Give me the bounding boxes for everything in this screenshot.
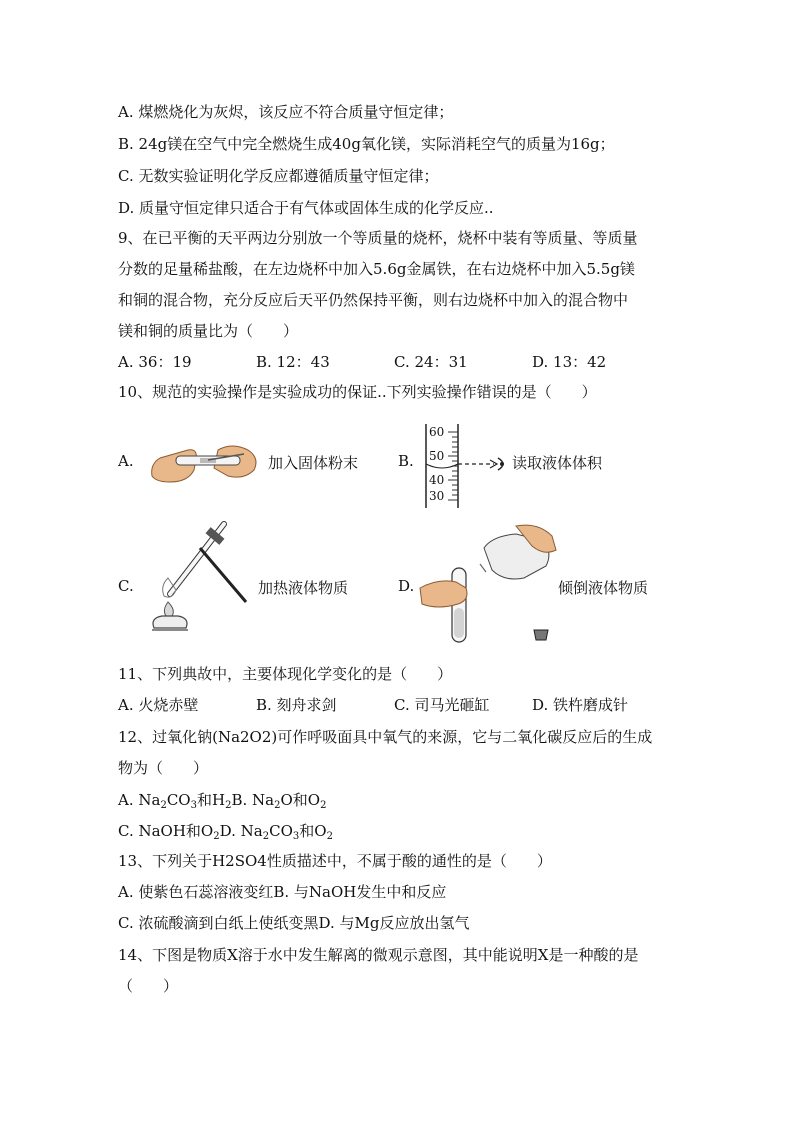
q9-stem-line2: 分数的足量稀盐酸，在左边烧杯中加入5.6g金属铁，在右边烧杯中加入5.5g镁 <box>118 260 635 278</box>
q11-option-b: B. 刻舟求剑 <box>256 696 337 714</box>
q13-options-ab: A. 使紫色石蕊溶液变红B. 与NaOH发生中和反应 <box>118 883 447 901</box>
q11-stem: 11、下列典故中，主要体现化学变化的是（ ） <box>118 665 453 683</box>
scale-label-60: 60 <box>429 425 445 439</box>
q9-option-c: C. 24：31 <box>394 353 468 371</box>
q9-stem-line4: 镁和铜的质量比为（ ） <box>118 322 299 340</box>
q9-stem-line3: 和铜的混合物，充分反应后天平仍然保持平衡，则右边烧杯中加入的混合物中 <box>118 291 629 309</box>
q13-stem: 13、下列关于H2SO4性质描述中，不属于酸的通性的是（ ） <box>118 852 552 870</box>
q10-option-b-caption: 读取液体体积 <box>512 454 603 472</box>
q11-option-a: A. 火烧赤壁 <box>118 696 199 714</box>
q8-option-b: B. 24g镁在空气中完全燃烧生成40g氧化镁，实际消耗空气的质量为16g； <box>118 135 615 153</box>
q13-options-cd: C. 浓硫酸滴到白纸上使纸变黑D. 与Mg反应放出氢气 <box>118 914 470 932</box>
q12-options-cd: C. NaOH和$O_2D$. $Na_2CO_3$和$O_2$ <box>118 822 333 842</box>
q9-option-a: A. 36：19 <box>118 353 192 371</box>
q12-stem-line1: 12、过氧化钠(Na2O2)可作呼吸面具中氧气的来源，它与二氧化碳反应后的生成 <box>118 728 653 746</box>
q9-option-d: D. 13：42 <box>532 353 607 371</box>
q12-stem-line2: 物为（ ） <box>118 759 209 777</box>
q12-options-ab: A. $Na_2CO_3$和$H_2B$. $Na_2O$和$O_2$ <box>118 791 327 811</box>
scale-label-50: 50 <box>429 449 445 463</box>
q9-stem-line1: 9、在已平衡的天平两边分别放一个等质量的烧杯，烧杯中装有等质量、等质量 <box>118 229 638 247</box>
q11-option-d: D. 铁杵磨成针 <box>532 696 629 714</box>
q10-stem: 10、规范的实验操作是实验成功的保证..下列实验操作错误的是（ ） <box>118 383 597 401</box>
q14-stem-line1: 14、下图是物质X溶于水中发生解离的微观示意图，其中能说明X是一种酸的是 <box>118 946 639 964</box>
q10-option-a-letter: A. <box>118 452 134 470</box>
q8-option-c: C. 无数实验证明化学反应都遵循质量守恒定律； <box>118 167 439 185</box>
q9-option-b: B. 12：43 <box>256 353 330 371</box>
q11-option-c: C. 司马光砸缸 <box>394 696 490 714</box>
q10-option-c-caption: 加热液体物质 <box>258 579 349 597</box>
scale-label-30: 30 <box>429 489 445 503</box>
q8-option-d: D. 质量守恒定律只适合于有气体或固体生成的化学反应.. <box>118 199 494 217</box>
alcohol-lamp-heating-illustration <box>146 518 258 638</box>
test-tube-powder-illustration <box>148 436 266 486</box>
q9-options <box>118 352 606 372</box>
q10-option-d-caption: 倾倒液体物质 <box>558 579 649 597</box>
q10-option-a-caption: 加入固体粉末 <box>268 454 359 472</box>
q11-options <box>118 695 628 715</box>
q10-option-b-letter: B. <box>398 452 414 470</box>
pouring-liquid-illustration <box>420 516 560 644</box>
scale-label-40: 40 <box>429 473 445 487</box>
q10-option-c-letter: C. <box>118 577 134 595</box>
q10-option-d-letter: D. <box>398 577 415 595</box>
q14-stem-line2: （ ） <box>118 977 179 995</box>
q8-option-a: A. 煤燃烧化为灰烬，该反应不符合质量守恒定律； <box>118 103 454 121</box>
